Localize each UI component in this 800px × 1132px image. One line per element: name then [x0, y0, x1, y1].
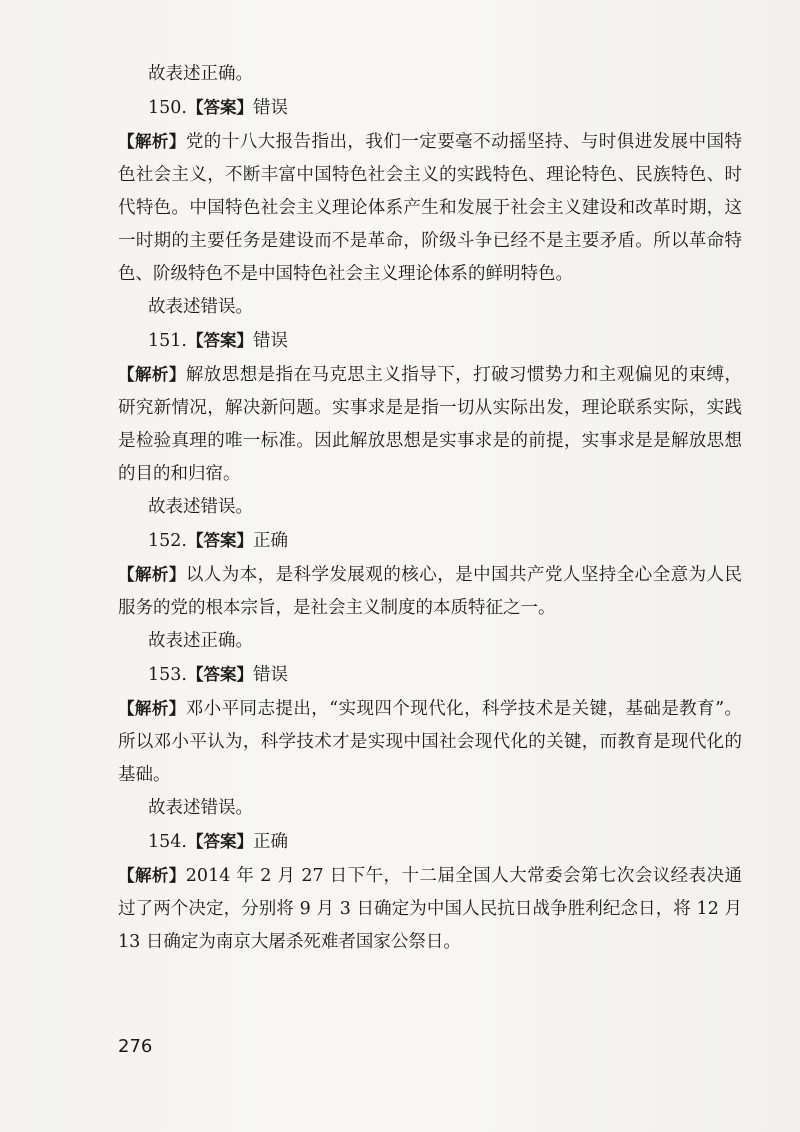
answer-result: 错误 [252, 665, 288, 685]
analysis-text: 以人为本，是科学发展观的核心，是中国共产党人坚持全心全意为人民服务的党的根本宗旨，是社会主义制度的本质特征之一。 [118, 565, 743, 618]
question-number: 150. [148, 98, 187, 118]
analysis-tag: 【解析】 [118, 132, 186, 151]
answer-result: 错误 [252, 331, 288, 351]
analysis-paragraph-150 [118, 125, 742, 291]
analysis-text: 解放思想是指在马克思主义指导下，打破习惯势力和主观偏见的束缚，研究新情况，解决新问题。实事求是是指一切从实际出发，理论联系实际，实践是检验真理的唯一标准。因此解放思想是实事求是的前提，实事求是是解放思想的目的和归宿。 [118, 365, 743, 484]
answer-result: 正确 [252, 531, 288, 551]
analysis-text: 党的十八大报告指出，我们一定要毫不动摇坚持、与时俱进发展中国特色社会主义，不断丰富中国特色社会主义的实践特色、理论特色、民族特色、时代特色。中国特色社会主义理论体系产生和发展于社会主义建设和改革时期，这一时期的主要任务是建设而不是革命，阶级斗争已经不是主要矛盾。所以革命特色、阶级特色不是中国特色社会主义理论体系的鲜明特色。 [118, 132, 743, 284]
analysis-text: 2014 年 2 月 27 日下午，十二届全国人大常委会第七次会议经表决通过了两个决定，分别将 9 月 3 日确定为中国人民抗日战争胜利纪念日，将 12 月 13 日确定为南京大屠杀死难者国家公祭日。 [118, 866, 743, 952]
answer-line-154 [118, 825, 742, 859]
conclusion-text: 故表述错误。 [148, 798, 253, 818]
answer-tag: 【答案】 [186, 331, 253, 350]
analysis-paragraph-151 [118, 358, 742, 491]
answer-tag: 【答案】 [186, 98, 253, 117]
answer-tag: 【答案】 [186, 832, 253, 851]
question-number: 153. [148, 665, 187, 685]
analysis-tag: 【解析】 [118, 866, 186, 885]
answer-tag: 【答案】 [186, 531, 253, 550]
analysis-tag: 【解析】 [118, 699, 186, 718]
question-number: 152. [148, 531, 187, 551]
analysis-paragraph-153 [118, 692, 742, 792]
conclusion-text: 故表述错误。 [148, 497, 253, 517]
analysis-paragraph-154 [118, 859, 742, 959]
conclusion-text: 故表述正确。 [148, 64, 253, 84]
answer-result: 错误 [252, 98, 288, 118]
analysis-paragraph-152 [118, 558, 742, 625]
conclusion-text: 故表述正确。 [148, 631, 253, 651]
analysis-text: 邓小平同志提出，“实现四个现代化，科学技术是关键，基础是教育”。所以邓小平认为，科学技术才是实现中国社会现代化的关键，而教育是现代化的基础。 [118, 699, 742, 785]
answer-result: 正确 [252, 832, 288, 852]
answer-line-151 [118, 324, 742, 358]
answer-line-152 [118, 524, 742, 558]
analysis-tag: 【解析】 [118, 565, 186, 584]
answer-tag: 【答案】 [186, 665, 253, 684]
analysis-tag: 【解析】 [118, 365, 186, 384]
question-number: 154. [148, 832, 187, 852]
answer-line-153 [118, 658, 742, 692]
page-content [118, 58, 742, 959]
conclusion-text: 故表述错误。 [148, 297, 253, 317]
answer-line-150 [118, 91, 742, 125]
question-number: 151. [148, 331, 187, 351]
page-number: 276 [118, 1036, 153, 1057]
